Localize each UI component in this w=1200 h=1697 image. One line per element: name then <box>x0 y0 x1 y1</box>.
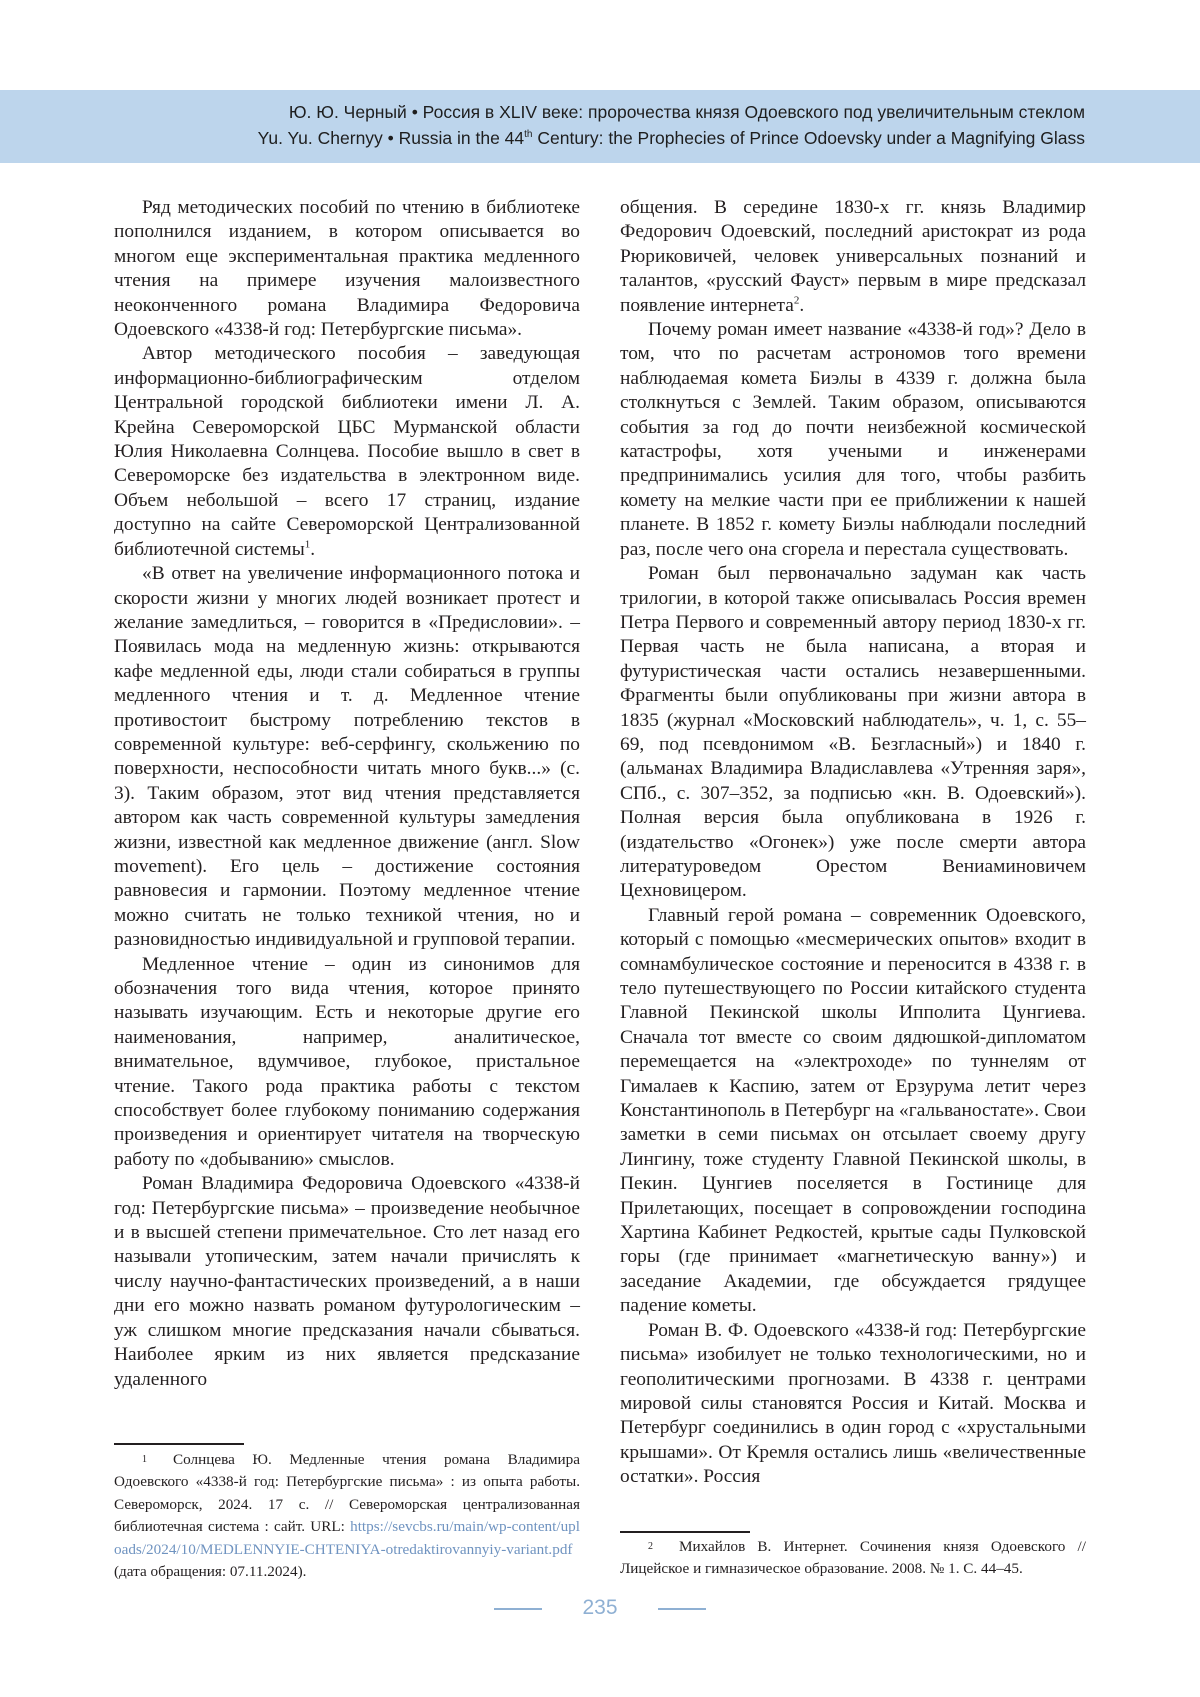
paragraph-end: . <box>310 539 315 560</box>
paragraph: Почему роман имеет название «4338-й год»? Дело в том, что по расчетам астрономов того времени наблюдаемая комета Биэлы в 4339 г. должна была столкнуться с Землей. Таким образом, описываются события за год до почти неизбежной космической катастрофы, хотя учеными и инженерами предпринимались усилия для того, чтобы разбить комету на мелкие части при ее приближении к нашей планете. В 1852 г. комету Биэлы наблюдали последний раз, после чего она сгорела и перестала существовать. <box>620 318 1086 562</box>
footnote-text-end: (дата обращения: 07.11.2024). <box>114 1563 306 1580</box>
right-column <box>620 196 1086 1490</box>
footnote-url-link[interactable]: https://sevcbs.ru/main/wp-content/uploads/2024/10/MEDLENNYIE-CHTENIYA-otredaktirovannyiy-variant.pdf <box>114 1518 580 1557</box>
footnote-2 <box>620 1536 1086 1581</box>
paragraph <box>620 196 1086 318</box>
running-header-en <box>258 128 1085 149</box>
paragraph <box>114 342 580 562</box>
footnote-number: 1 <box>142 1454 147 1465</box>
header-en-sup: th <box>524 129 532 140</box>
header-en-text-end: Century: the Prophecies of Prince Odoevsky under a Magnifying Glass <box>533 128 1086 148</box>
running-header <box>0 90 1200 163</box>
paragraph: Главный герой романа – современник Одоевского, который с помощью «месмерических опытов» входит в сомнамбулическое состояние и переносится в 4338 г. в тело путешествующего по России китайского студента Главной Пекинской школы Ипполита Цунгиева. Сначала тот вместе со своим дядюшкой-дипломатом перемещается на «электроходе» по туннелям от Гималаев к Каспию, затем от Ерзурума летит через Константинополь в Петербург на «гальваностате». Свои заметки в семи письмах он отсылает своему другу Лингину, тоже студенту Главной Пекинской школы, в Пекин. Цунгиев поселяется в Гостинице для Прилетающих, посещает в сопровождении господина Хартина Кабинет Редкостей, крытые сады Пулковской горы (где принимает «магнетическую ванну») и заседание Академии, где обсуждается грядущее падение кометы. <box>620 904 1086 1319</box>
page-number-dash-right <box>658 1608 706 1610</box>
footnote-ref-1[interactable]: 1 <box>305 538 311 550</box>
footnote-divider <box>114 1443 244 1445</box>
footnote-ref-2[interactable]: 2 <box>794 294 800 306</box>
left-column <box>114 196 580 1392</box>
footnote-divider <box>620 1531 750 1533</box>
footnote-1 <box>114 1449 580 1583</box>
page-number: 235 <box>0 1596 1200 1620</box>
header-en-text: Yu. Yu. Chernyy • Russia in the 44 <box>258 128 525 148</box>
paragraph-end: . <box>799 295 804 316</box>
paragraph-text: Автор методического пособия – заведующая информационно-библиографическим отделом Центральной городской библиотеки имени Л. А. Крейна Североморской ЦБС Мурманской области Юлия Николаевна Солнцева. Пособие вышло в свет в Североморске без издательства в электронном виде. Объем небольшой – всего 17 страниц, издание доступно на сайте Североморской Централизованной библиотечной системы <box>114 343 580 559</box>
paragraph: Медленное чтение – один из синонимов для обозначения того вида чтения, которое принято называть изучающим. Есть и некоторые другие его наименования, например, аналитическое, внимательное, вдумчивое, глубокое, пристальное чтение. Такого рода практика работы с текстом способствует более глубокому пониманию содержания произведения и ориентирует читателя на творческую работу по «добыванию» смыслов. <box>114 953 580 1173</box>
running-header-ru: Ю. Ю. Черный • Россия в XLIV веке: пророчества князя Одоевского под увеличительным стеклом <box>289 102 1085 123</box>
paragraph-text: общения. В середине 1830-х гг. князь Владимир Федорович Одоевский, последний аристократ из рода Рюриковичей, человек универсальных познаний и талантов, «русский Фауст» первым в мире предсказал появление интернета <box>620 197 1086 316</box>
paragraph: Роман Владимира Федоровича Одоевского «4338-й год: Петербургские письма» – произведение необычное и в высшей степени примечательное. Сто лет назад его называли утопическим, затем начали причислять к числу научно-фантастических произведений, а в наши дни его можно назвать романом футурологическим – уж слишком многие предсказания начали сбываться. Наиболее ярким из них является предсказание удаленного <box>114 1172 580 1392</box>
paragraph: Ряд методических пособий по чтению в библиотеке пополнился изданием, в котором описывается во многом еще экспериментальная практика медленного чтения на примере изучения малоизвестного неоконченного романа Владимира Федоровича Одоевского «4338-й год: Петербургские письма». <box>114 196 580 342</box>
paragraph: «В ответ на увеличение информационного потока и скорости жизни у многих людей возникает протест и желание замедлиться, – говорится в «Предисловии». – Появилась мода на медленную жизнь: открываются кафе медленной еды, люди стали собираться в группы медленного чтения и т. д. Медленное чтение противостоит быстрому потреблению текстов в современной культуре: веб-серфингу, скольжению по поверхности, неспособности читать много букв...» (с. 3). Таким образом, этот вид чтения представляется автором как часть современной культуры замедления жизни, известной как медленное движение (англ. Slow movement). Его цель – достижение состояния равновесия и гармонии. Поэтому медленное чтение можно считать не только техникой чтения, но и разновидностью индивидуальной и групповой терапии. <box>114 562 580 953</box>
footnote-number: 2 <box>648 1541 653 1552</box>
footnote-text: Михайлов В. Интернет. Сочинения князя Одоевского // Лицейское и гимназическое образование. 2008. № 1. С. 44–45. <box>620 1538 1086 1577</box>
paragraph: Роман был первоначально задуман как часть трилогии, в которой также описывалась Россия времен Петра Первого и современный автору период 1830-х гг. Первая часть не была написана, а вторая и футуристическая части остались незавершенными. Фрагменты были опубликованы при жизни автора в 1835 (журнал «Московский наблюдатель», ч. 1, с. 55–69, под псевдонимом «В. Безгласный») и 1840 г. (альманах Владимира Владиславлева «Утренняя заря», СПб., с. 307–352, за подписью «кн. В. Одоевский»). Полная версия была опубликована в 1926 г. (издательство «Огонек») уже после смерти автора литературоведом Орестом Вениаминовичем Цехновицером. <box>620 562 1086 904</box>
paragraph: Роман В. Ф. Одоевского «4338-й год: Петербургские письма» изобилует не только технологическими, но и геополитическими прогнозами. В 4338 г. центрами мировой силы становятся Россия и Китай. Москва и Петербург соединились в один город с «хрустальными крышами». От Кремля остались лишь «величественные остатки». Россия <box>620 1319 1086 1490</box>
footnote-text: Солнцева Ю. Медленные чтения романа Владимира Одоевского «4338-й год: Петербургские письма» : из опыта работы. Североморск, 2024. 17 с. // Североморская централизованная библиотечная система : сайт. URL: <box>114 1451 580 1535</box>
